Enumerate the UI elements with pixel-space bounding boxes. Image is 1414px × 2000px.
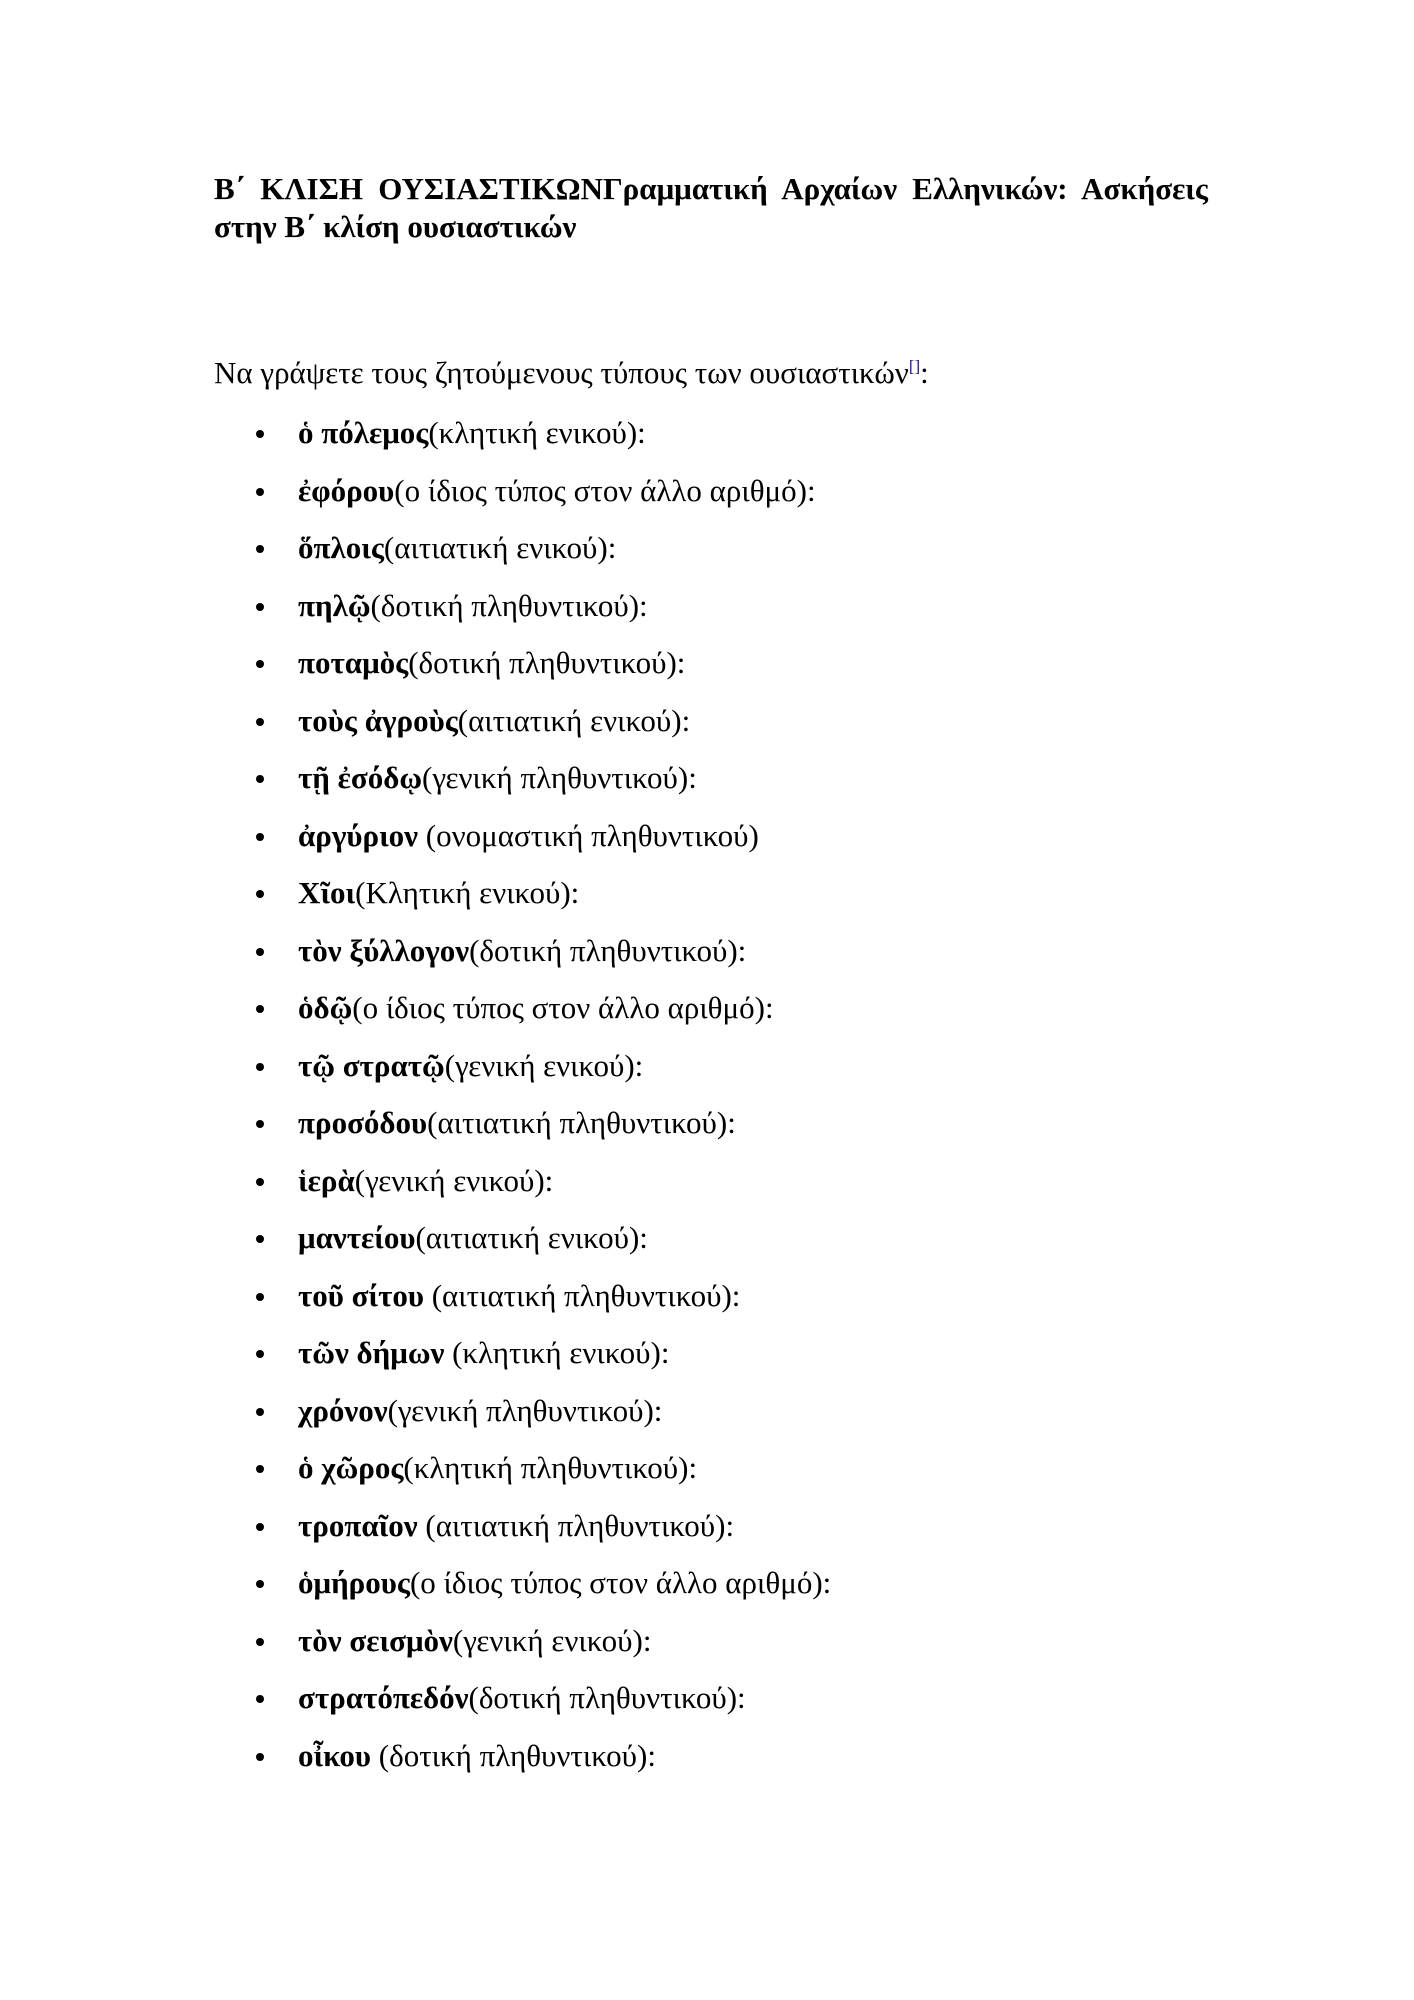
exercise-word: τῷ στρατῷ <box>298 1047 445 1083</box>
exercise-item <box>214 1047 1208 1105</box>
bullet-icon <box>256 775 264 783</box>
bullet-icon <box>256 1293 264 1301</box>
exercise-task: (ονομαστική πληθυντικού) <box>418 817 759 853</box>
bullet-icon <box>256 1063 264 1071</box>
exercise-task: (αιτιατική ενικού): <box>383 530 617 565</box>
exercise-word: ὁδῷ <box>298 990 353 1025</box>
exercise-item <box>214 414 1208 472</box>
exercise-item <box>214 587 1208 645</box>
exercise-task: (γενική πληθυντικού): <box>387 1392 663 1428</box>
exercise-item <box>214 644 1208 702</box>
exercise-word: ὁμήρους <box>298 1565 410 1600</box>
exercise-item <box>214 989 1208 1047</box>
exercise-item <box>214 1104 1208 1162</box>
exercise-item <box>214 759 1208 817</box>
exercise-task: (αιτιατική ενικού): <box>415 1220 648 1255</box>
exercise-word: τοῦ σίτου <box>298 1277 424 1313</box>
exercise-task: (αιτιατική πληθυντικού): <box>427 1105 736 1140</box>
bullet-icon <box>256 1178 264 1186</box>
bullet-icon <box>256 1695 264 1703</box>
exercise-task: (δοτική πληθυντικού): <box>370 587 648 623</box>
bullet-icon <box>256 718 264 726</box>
bullet-icon <box>256 948 264 956</box>
bullet-icon <box>256 1235 264 1243</box>
document-title: Β΄ ΚΛΙΣΗ ΟΥΣΙΑΣΤΙΚΩΝΓραμματική Αρχαίων Ελληνικών: Ασκήσεις στην Β΄ κλίση ουσιαστικών <box>214 171 1208 244</box>
exercise-task: (αιτιατική πληθυντικού): <box>417 1507 735 1543</box>
instructions-text: Να γράψετε τους ζητούμενους τύπους των ουσιαστικών <box>214 355 909 390</box>
exercise-item <box>214 1449 1208 1507</box>
bullet-icon <box>256 1523 264 1531</box>
exercise-item <box>214 1679 1208 1737</box>
bullet-icon <box>256 1350 264 1358</box>
exercise-task: (γενική ενικού): <box>354 1162 554 1198</box>
exercise-item <box>214 1277 1208 1335</box>
exercise-item <box>214 1507 1208 1565</box>
exercise-word: οἶκου <box>298 1737 372 1773</box>
exercise-word: ἀργύριον <box>298 817 419 853</box>
bullet-icon <box>256 1465 264 1473</box>
exercise-task: (ο ίδιος τύπος στον άλλο αριθμό): <box>352 990 774 1025</box>
exercise-item <box>214 1622 1208 1680</box>
exercise-task: (γενική ενικού): <box>452 1622 652 1658</box>
exercise-item <box>214 1737 1208 1795</box>
exercise-task: (δοτική πληθυντικού): <box>408 645 686 680</box>
bullet-icon <box>256 1753 264 1761</box>
exercise-item <box>214 874 1208 932</box>
document-page <box>214 170 1208 1794</box>
exercise-word: ὁ χῶρος <box>298 1450 404 1485</box>
bullet-icon <box>256 545 264 553</box>
bullet-icon <box>256 833 264 841</box>
exercise-list <box>214 414 1208 1794</box>
exercise-word: χρόνον <box>298 1392 388 1428</box>
exercise-word: τὸν σεισμὸν <box>298 1622 453 1658</box>
footnote-link[interactable]: [] <box>908 356 921 376</box>
exercise-word: στρατόπεδόν <box>298 1680 469 1715</box>
exercise-item <box>214 702 1208 760</box>
exercise-task: (αιτιατική πληθυντικού): <box>423 1277 741 1313</box>
exercise-word: τροπαῖον <box>298 1507 418 1543</box>
exercise-item <box>214 1219 1208 1277</box>
exercise-task: (δοτική πληθυντικού): <box>371 1737 656 1773</box>
exercise-word: τῇ ἐσόδῳ <box>298 760 422 795</box>
exercise-item <box>214 529 1208 587</box>
exercise-word: ὁ πόλεμος <box>298 415 429 450</box>
exercise-word: Χῖοι <box>298 875 356 910</box>
exercise-item <box>214 1392 1208 1450</box>
bullet-icon <box>256 430 264 438</box>
exercise-task: (Κλητική ενικού): <box>355 875 580 910</box>
bullet-icon <box>256 488 264 496</box>
exercise-task: (αιτιατική ενικού): <box>457 702 691 738</box>
instructions-colon: : <box>920 355 929 390</box>
exercise-task: (ο ίδιος τύπος στον άλλο αριθμό): <box>409 1565 832 1600</box>
exercise-word: ποταμὸς <box>298 645 409 680</box>
exercise-word: μαντείου <box>298 1220 416 1255</box>
exercise-task: (γενική πληθυντικού): <box>422 760 697 795</box>
exercise-item <box>214 472 1208 530</box>
bullet-icon <box>256 660 264 668</box>
exercise-task: (ο ίδιος τύπος στον άλλο αριθμό): <box>394 472 816 508</box>
exercise-item <box>214 932 1208 990</box>
exercise-item <box>214 1564 1208 1622</box>
exercise-task: (γενική ενικού): <box>444 1047 644 1083</box>
bullet-icon <box>256 1408 264 1416</box>
bullet-icon <box>256 890 264 898</box>
exercise-word: ἐφόρου <box>298 472 395 508</box>
exercise-item <box>214 1162 1208 1220</box>
exercise-task: (κλητική πληθυντικού): <box>403 1450 698 1485</box>
exercise-word: τὸν ξύλλογον <box>298 932 470 968</box>
exercise-word: τοὺς ἀγροὺς <box>298 702 458 738</box>
bullet-icon <box>256 1120 264 1128</box>
exercise-task: (κλητική ενικού): <box>444 1335 670 1370</box>
exercise-task: (δοτική πληθυντικού): <box>468 1680 746 1715</box>
exercise-item <box>214 817 1208 875</box>
exercise-task: (δοτική πληθυντικού): <box>469 932 747 968</box>
exercise-word: ὅπλοις <box>298 530 384 565</box>
exercise-word: τῶν δήμων <box>298 1335 445 1370</box>
exercise-word: ἱερὰ <box>298 1162 355 1198</box>
bullet-icon <box>256 1638 264 1646</box>
instructions-paragraph <box>214 354 1208 392</box>
exercise-word: προσόδου <box>298 1105 428 1140</box>
bullet-icon <box>256 1580 264 1588</box>
bullet-icon <box>256 1005 264 1013</box>
exercise-task: (κλητική ενικού): <box>428 415 646 450</box>
exercise-item <box>214 1334 1208 1392</box>
exercise-word: πηλῷ <box>298 587 371 623</box>
bullet-icon <box>256 603 264 611</box>
